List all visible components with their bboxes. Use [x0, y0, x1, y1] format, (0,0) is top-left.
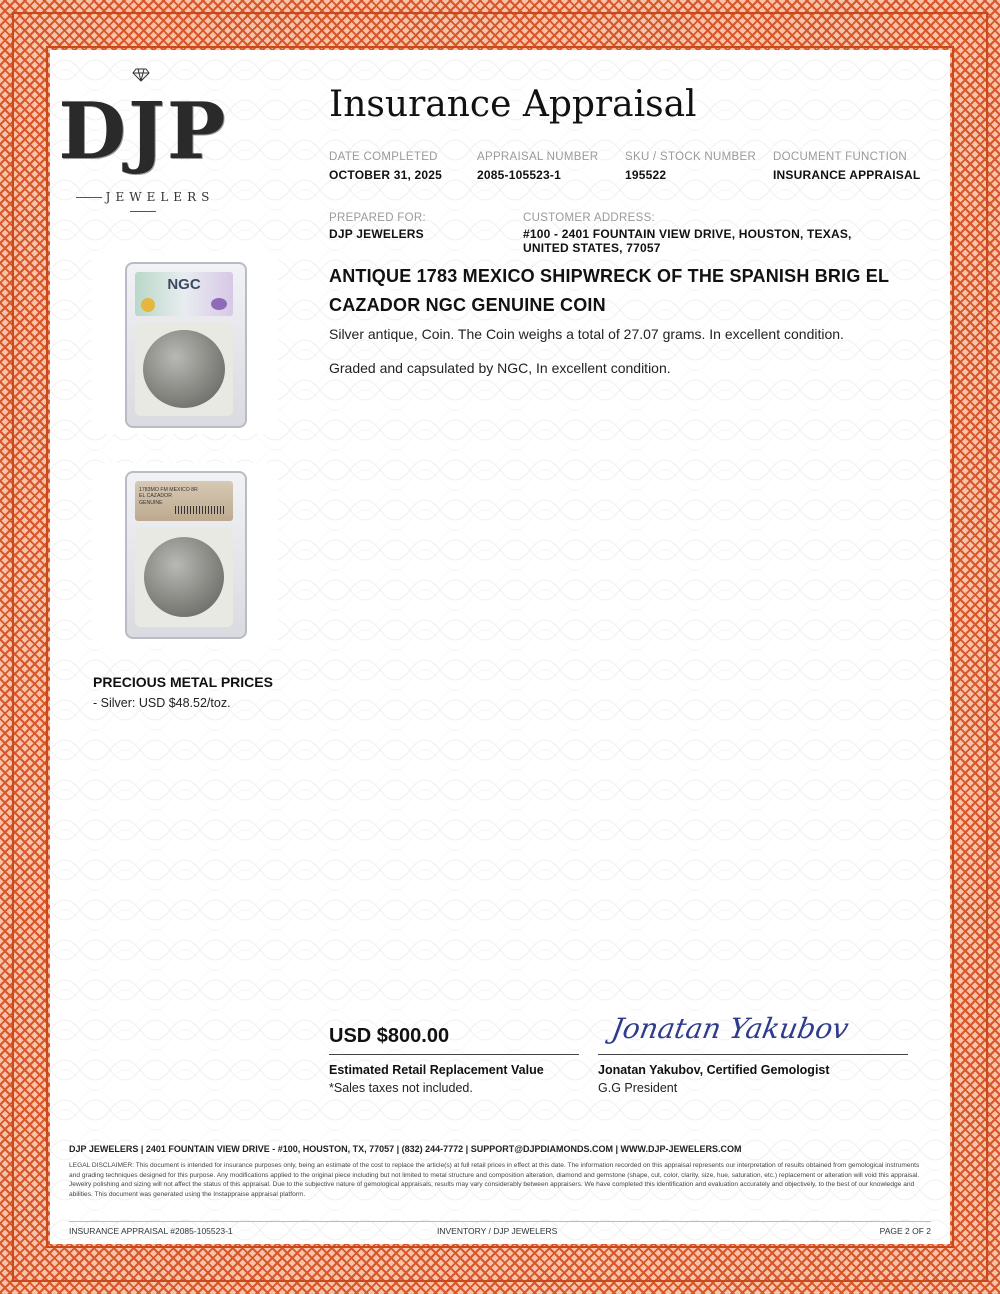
djp-logo: [58, 68, 228, 223]
label-line: 1783MO FM MEXICO 8R: [139, 487, 198, 493]
coin-holder: [135, 527, 233, 627]
footer-contact: DJP JEWELERS | 2401 FOUNTAIN VIEW DRIVE - #100, HOUSTON, TX, 77057 | (832) 244-7772 | SUPPORT@DJPDIAMONDS.COM | WWW.DJP-JEWELERS.COM: [69, 1144, 742, 1154]
coin-photo-back: [92, 463, 278, 645]
meta-label: DOCUMENT FUNCTION: [773, 151, 907, 163]
prepared-label: PREPARED FOR:: [329, 212, 426, 224]
document-title: Insurance Appraisal: [329, 84, 697, 125]
meta-date: [329, 151, 442, 182]
logo-subtitle: JEWELERS: [58, 190, 228, 218]
signer-title: G.G President: [598, 1081, 678, 1095]
ngc-slab: [125, 262, 247, 428]
meta-value: INSURANCE APPRAISAL: [773, 168, 921, 182]
metal-prices-heading: PRECIOUS METAL PRICES: [93, 674, 273, 690]
signature-script: Jonatan Yakubov: [609, 1012, 852, 1045]
label-line: EL CAZADOR: [139, 493, 172, 500]
footer-inventory: INVENTORY / DJP JEWELERS: [437, 1226, 558, 1236]
coin-label-text: [139, 487, 229, 506]
appraised-value: USD $800.00: [329, 1025, 450, 1047]
label-line: GENUINE: [139, 499, 163, 506]
meta-label: SKU / STOCK NUMBER: [625, 151, 757, 163]
meta-label: APPRAISAL NUMBER: [477, 151, 599, 163]
coin-obverse: [143, 330, 225, 408]
signer-name: Jonatan Yakubov, Certified Gemologist: [598, 1063, 830, 1077]
prepared-value: DJP JEWELERS: [329, 227, 424, 241]
meta-value: OCTOBER 31, 2025: [329, 168, 443, 182]
legal-disclaimer: LEGAL DISCLAIMER: This document is intended for insurance purposes only, being an estimate of the cost to replace the article(s) at full retail prices in effect at this date. The information recorded on this appraisal represents our interpretation of results obtained from gemological instruments and grading techniques designed for this purpose. Any modifications applied to the original piece including but not limited to metal structure and composition alteration, diamond and gemstone (shape, cut, color, clarity, size, hue, saturation, etc.) replacement or alteration will void this appraisal. Jewelry polishing and sizing will not affect the status of this appraisal. Due to the subjective nature of gemological appraisals, results may vary considerably between appraisers. We have completed this identification and evaluation accurately and objectively, to the best of our knowledge and abilities. This document was generated using the Instappraise appraisal platform.: [69, 1162, 920, 1198]
value-divider: [329, 1054, 579, 1055]
hologram-icon: [141, 298, 155, 312]
customer-address: [523, 212, 898, 255]
seal-icon: [211, 298, 227, 310]
item-grading: Graded and capsulated by NGC, In excellent condition.: [329, 360, 671, 376]
meta-document-function: [773, 151, 920, 182]
address-label: CUSTOMER ADDRESS:: [523, 212, 656, 224]
ngc-label: [135, 272, 233, 316]
coin-holder: [135, 322, 233, 416]
logo-wordmark: DJP: [58, 86, 228, 177]
item-title: ANTIQUE 1783 MEXICO SHIPWRECK OF THE SPANISH BRIG EL CAZADOR NGC GENUINE COIN: [329, 266, 889, 315]
meta-sku: [625, 151, 756, 182]
barcode-icon: [175, 506, 225, 514]
meta-value: 195522: [625, 168, 667, 182]
ngc-slab-back: [125, 471, 247, 639]
meta-label: DATE COMPLETED: [329, 151, 438, 163]
coin-photo-front: [92, 254, 278, 434]
value-label: Estimated Retail Replacement Value: [329, 1063, 544, 1077]
metal-price-silver: - Silver: USD $48.52/toz.: [93, 696, 231, 710]
coin-reverse: [144, 537, 224, 617]
meta-appraisal-number: [477, 151, 598, 182]
value-note: *Sales taxes not included.: [329, 1081, 473, 1095]
diamond-icon: [132, 68, 150, 82]
ngc-logo-text: NGC: [167, 276, 201, 293]
meta-value: 2085-105523-1: [477, 168, 562, 182]
signature-line: [598, 1054, 908, 1055]
prepared-for: [329, 212, 426, 241]
address-value: #100 - 2401 FOUNTAIN VIEW DRIVE, HOUSTON, TEXAS, UNITED STATES, 77057: [523, 227, 852, 255]
item-description: Silver antique, Coin. The Coin weighs a total of 27.07 grams. In excellent condition.: [329, 326, 844, 342]
footer-divider: [69, 1221, 931, 1222]
footer-page-number: PAGE 2 OF 2: [879, 1226, 931, 1236]
coin-label: [135, 481, 233, 521]
footer-appraisal-id: INSURANCE APPRAISAL #2085-105523-1: [69, 1226, 233, 1236]
